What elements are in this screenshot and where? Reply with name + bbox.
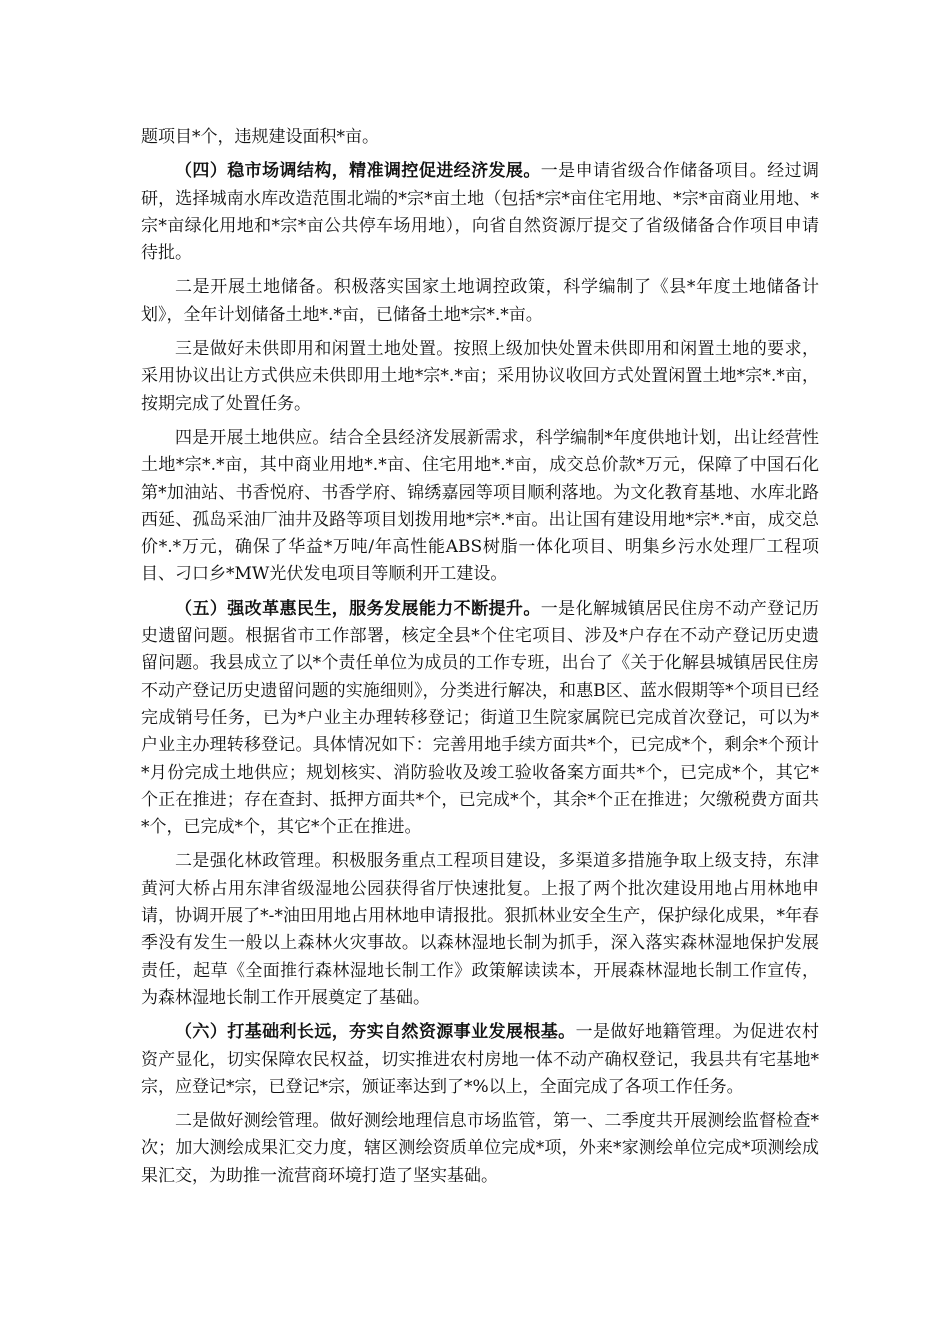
section-heading-6: （六）打基础利长远，夯实自然资源事业发展根基。 (175, 1022, 576, 1043)
section-heading-5: （五）强改革惠民生，服务发展能力不断提升。 (175, 598, 541, 619)
section-heading-4: （四）稳市场调结构，精准调控促进经济发展。 (175, 161, 541, 182)
paragraph-text: 三是做好未供即用和闲置土地处置。按照上级加快处置未供即用和闲置土地的要求，采用协议出让方式供应未供即用土地*宗*.*亩；采用协议收回方式处置闲置土地*宗*.*亩，按期完成了处置任务。 (141, 339, 819, 414)
paragraph-text: 二是强化林政管理。积极服务重点工程项目建设，多渠道多措施争取上级支持，东津黄河大桥占用东津省级湿地公园获得省厅快速批复。上报了两个批次建设用地占用林地申请，协调开展了*-*油田用地占用林地申请报批。狠抓林业安全生产，保护绿化成果，*年春季没有发生一般以上森林火灾事故。以森林湿地长制为抓手，深入落实森林湿地保护发展责任，起草《全面推行森林湿地长制工作》政策解读读本，开展森林湿地长制工作宣传，为森林湿地长制工作开展奠定了基础。 (141, 851, 819, 1008)
document-body (141, 124, 819, 1197)
paragraph-7 (141, 848, 819, 1012)
paragraph-text: 二是开展土地储备。积极落实国家土地调控政策，科学编制了《县*年度土地储备计划》，全年计划储备土地*.*亩，已储备土地*宗*.*亩。 (141, 277, 819, 325)
paragraph-text: 二是做好测绘管理。做好测绘地理信息市场监管，第一、二季度共开展测绘监督检查*次；加大测绘成果汇交力度，辖区测绘资质单位完成*项，外来*家测绘单位完成*项测绘成果汇交，为助推一流营商环境打造了坚实基础。 (141, 1111, 819, 1186)
paragraph-text: 一是化解城镇居民住房不动产登记历史遗留问题。根据省市工作部署，核定全县*个住宅项目、涉及*户存在不动产登记历史遗留问题。我县成立了以*个责任单位为成员的工作专班，出台了《关于化解县城镇居民住房不动产登记历史遗留问题的实施细则》，分类进行解决，和惠B区、蓝水假期等*个项目已经完成销号任务，已为*户业主办理转移登记；街道卫生院家属院已完成首次登记，可以为*户业主办理转移登记。具体情况如下：完善用地手续方面共*个，已完成*个，剩余*个预计*月份完成土地供应；规划核实、消防验收及竣工验收备案方面共*个，已完成*个，其它*个正在推进；存在查封、抵押方面共*个，已完成*个，其余*个正在推进；欠缴税费方面共*个，已完成*个，其它*个正在推进。 (141, 598, 819, 838)
paragraph-4 (141, 336, 819, 418)
paragraph-5 (141, 425, 819, 589)
paragraph-9 (141, 1108, 819, 1190)
paragraph-text: 题项目*个，违规建设面积*亩。 (141, 127, 379, 147)
paragraph-8 (141, 1019, 819, 1101)
paragraph-text: 一是做好地籍管理。为促进农村资产显化，切实保障农民权益，切实推进农村房地一体不动产确权登记，我县共有宅基地*宗，应登记*宗，已登记*宗，颁证率达到了*%以上，全面完成了各项工作任务。 (141, 1022, 820, 1097)
paragraph-6 (141, 596, 819, 842)
paragraph-2 (141, 158, 819, 267)
paragraph-1 (141, 124, 819, 151)
paragraph-text: 一是申请省级合作储备项目。经过调研，选择城南水库改造范围北端的*宗*亩土地（包括*宗*亩住宅用地、*宗*亩商业用地、*宗*亩绿化用地和*宗*亩公共停车场用地），向省自然资源厅提交了省级储备合作项目申请待批。 (141, 161, 819, 264)
paragraph-3 (141, 274, 819, 329)
paragraph-text: 四是开展土地供应。结合全县经济发展新需求，科学编制*年度供地计划，出让经营性土地*宗*.*亩，其中商业用地*.*亩、住宅用地*.*亩，成交总价款*万元，保障了中国石化第*加油站、书香悦府、书香学府、锦绣嘉园等项目顺利落地。为文化教育基地、水库北路西延、孤岛采油厂油井及路等项目划拨用地*宗*.*亩。出让国有建设用地*宗*.*亩，成交总价*.*万元，确保了华益*万吨/年高性能ABS树脂一体化项目、明集乡污水处理厂工程项目、刁口乡*MW光伏发电项目等顺利开工建设。 (141, 427, 819, 585)
